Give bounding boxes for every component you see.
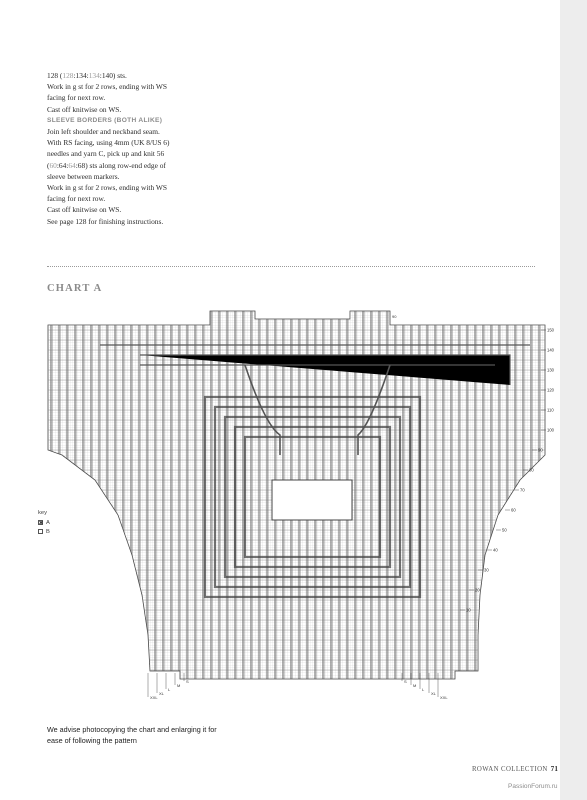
row-number: 30 [484,567,489,573]
stripe [114,305,117,685]
instruction-line: Work in g st for 2 rows, ending with WS [47,82,167,92]
row-number: 150 [547,327,554,333]
key-title: key [38,510,48,516]
row-number: 110 [547,407,554,413]
key-label: B [46,528,50,535]
stripe [146,305,149,685]
instruction-line: Join left shoulder and neckband seam. [47,127,160,137]
photocopy-note [47,724,267,746]
stripe [538,305,541,685]
stripe [138,305,141,685]
size-label: XL [159,691,164,696]
stripe [218,305,221,685]
stripe [106,305,109,685]
instruction-line: facing for next row. [47,93,106,103]
row-number: 130 [547,367,554,373]
text: 134 [88,71,100,80]
text: :64: [56,160,69,170]
text: 128 [62,71,74,80]
stripe [194,305,197,685]
text: :134: [73,71,89,80]
row-number: 120 [547,387,554,393]
stripe [170,305,173,685]
pattern-instructions [47,70,217,227]
chart-key [38,510,50,536]
instruction-line: needles and yarn C, pick up and knit 56 [47,149,165,159]
row-number: 40 [493,547,498,553]
size-label: M [177,683,181,688]
size-label: XXL [150,695,158,700]
dotted-divider [47,266,535,267]
stripe [82,305,85,685]
key-label: A [46,519,50,526]
size-label: M [413,683,417,688]
instruction-line: sleeve between markers. [47,171,120,181]
row-number: 140 [547,347,554,353]
stripe [530,305,533,685]
text: 128 ( [47,71,63,80]
stripe [98,305,101,685]
size-label: XXL [440,695,448,700]
instruction-line: Cast off knitwise on WS. [47,104,122,114]
size-label: L [422,687,425,692]
size-label: S [404,679,407,684]
size-label: L [168,687,171,692]
key-item-b [38,527,50,536]
stripe [162,305,165,685]
row-number: 60 [511,507,516,513]
stripe [74,305,77,685]
top-row-label: 90 [392,314,397,319]
stripe [522,305,525,685]
stripe [186,305,189,685]
stripe [58,305,61,685]
instruction-line: facing for next row. [47,194,106,204]
instruction-line [47,160,217,171]
footer-label: ROWAN COLLECTION [472,766,548,773]
stripe [154,305,157,685]
row-number: 50 [502,527,507,533]
page-number: 71 [550,766,559,773]
stripe [50,305,53,685]
row-number: 90 [538,447,543,453]
neck-centre-block [272,480,352,520]
stripe [178,305,181,685]
section-heading: SLEEVE BORDERS (BOTH ALIKE) [47,116,163,124]
page-edge-strip [560,0,587,800]
chart-title: CHART A [47,283,103,294]
text: 60 [49,160,57,170]
stripe [130,305,133,685]
stripe [122,305,125,685]
row-number: 100 [547,427,554,433]
stripe [210,305,213,685]
instruction-line: Cast off knitwise on WS. [47,205,122,215]
size-label: XL [431,691,436,696]
row-number: 80 [529,467,534,473]
instruction-line: Work in g st for 2 rows, ending with WS [47,183,167,193]
instruction-line: With RS facing, using 4mm (UK 8/US 6) [47,138,170,148]
row-number: 10 [466,607,471,613]
note-line: ease of following the pattern [47,736,137,745]
stripe [66,305,69,685]
blank-swatch-icon [38,529,43,534]
text: :68) sts along row-end edge of [75,160,166,170]
watermark: PassionForum.ru [508,783,558,790]
text: :140) sts. [99,71,127,80]
text: 64 [68,160,76,170]
stitch-count-line [47,70,217,81]
note-line: We advise photocopying the chart and enlarging it for [47,725,217,734]
row-number: 70 [520,487,525,493]
stripe [90,305,93,685]
size-label: S [186,679,189,684]
text: ( [47,160,50,170]
stripe [514,305,517,685]
row-number: 20 [475,587,480,593]
key-item-a [38,518,50,527]
knitting-chart [40,305,560,715]
cross-swatch-icon [38,520,43,525]
page-footer [472,766,558,773]
instruction-line: See page 128 for finishing instructions. [47,216,164,226]
